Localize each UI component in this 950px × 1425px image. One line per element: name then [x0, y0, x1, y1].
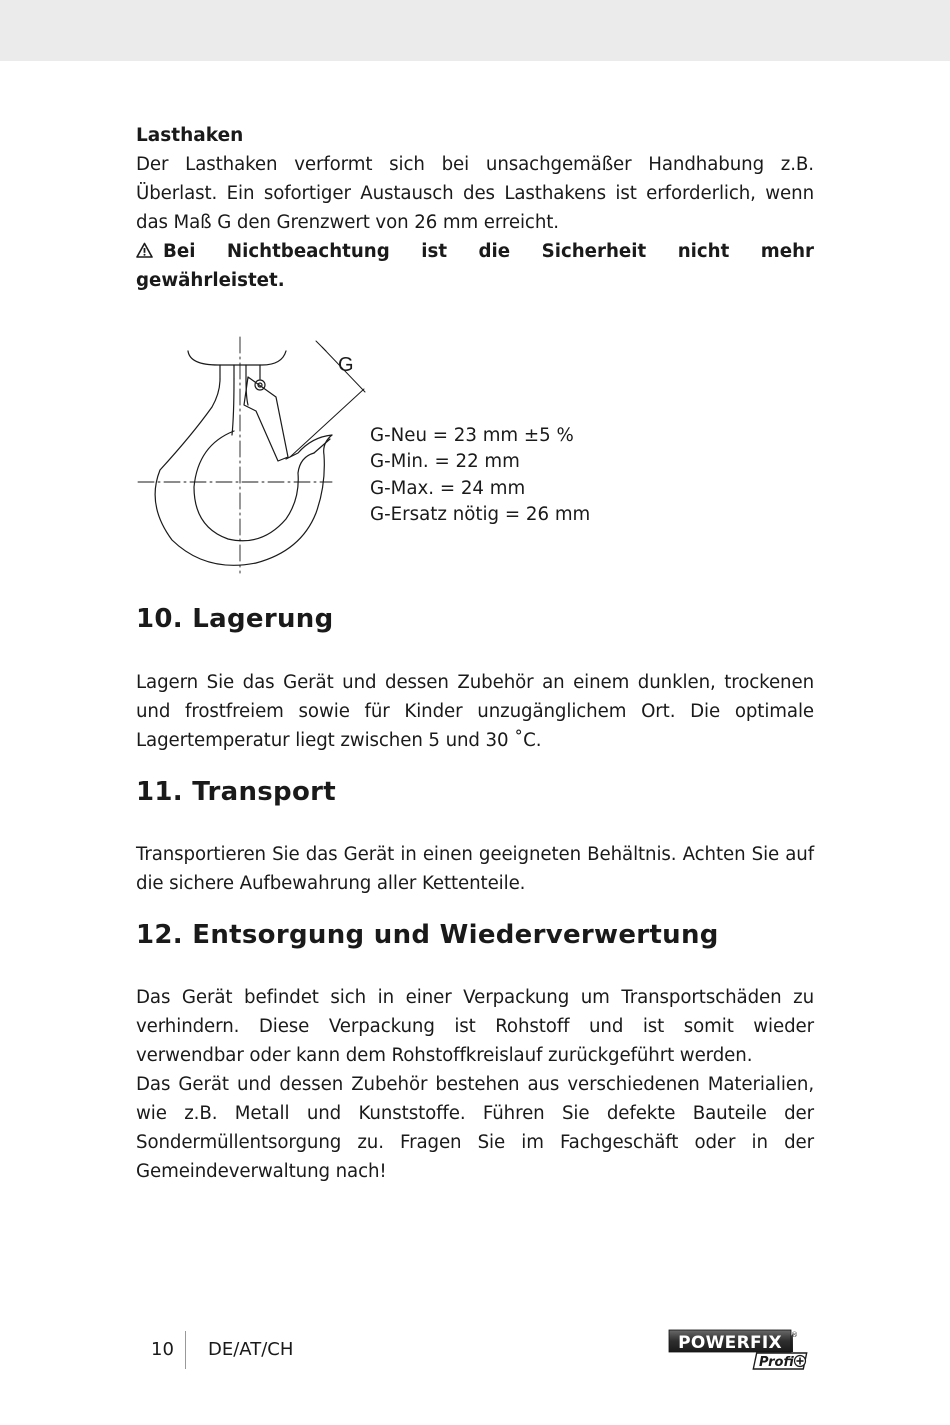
section-heading: 12. Entsorgung und Wiederverwertung — [136, 920, 719, 950]
section-heading: 11. Transport — [136, 777, 336, 807]
section-transport-body — [136, 840, 814, 898]
powerfix-logo — [667, 1328, 815, 1374]
spec-g-neu: G-Neu = 23 mm ±5 % — [370, 425, 574, 446]
warning-triangle-icon — [136, 241, 163, 262]
spec-g-ersatz: G-Ersatz nötig = 26 mm — [370, 503, 591, 525]
section-paragraph: Das Gerät befindet sich in einer Verpackung um Transportschäden zu verhindern. Diese Verpackung ist Rohstoff und ist somit wieder verwendbar oder kann dem Rohstoffkreislauf zurückgeführt werden. — [136, 987, 814, 1066]
spec-g-min: G-Min. = 22 mm — [370, 451, 520, 473]
section-heading: 10. Lagerung — [136, 604, 334, 634]
safety-warning — [136, 237, 814, 295]
svg-text:POWERFIX: POWERFIX — [678, 1333, 782, 1353]
svg-text:®: ® — [791, 1331, 798, 1339]
section-entsorgung — [136, 920, 814, 950]
page-number: 10 — [151, 1339, 174, 1360]
section-transport — [136, 777, 814, 807]
lasthaken-text: Der Lasthaken verformt sich bei unsachgemäßer Handhabung z.B. Überlast. Ein sofortiger Austausch des Lasthakens ist erforderlich, wenn das Maß G den Grenzwert von 26 mm erreicht. — [136, 154, 814, 233]
section-paragraph: Transportieren Sie das Gerät in einen geeigneten Behältnis. Achten Sie auf die sichere Aufbewahrung aller Kettenteile. — [136, 844, 814, 894]
section-entsorgung-body — [136, 983, 814, 1186]
lasthaken-title: Lasthaken — [136, 125, 244, 146]
section-lagerung-body — [136, 668, 814, 755]
hook-spec-list — [370, 423, 590, 528]
section-paragraph: Das Gerät und dessen Zubehör bestehen aus verschiedenen Materialien, wie z.B. Metall und Kunststoffe. Führen Sie defekte Bauteile der Sondermüllentsorgung zu. Fragen Sie im Fachgeschäft oder in der Gemeindeverwaltung nach! — [136, 1074, 814, 1182]
country-codes: DE/AT/CH — [208, 1339, 294, 1360]
header-band — [0, 0, 950, 61]
spec-g-max: G-Max. = 24 mm — [370, 477, 526, 499]
warning-text: Bei Nichtbeachtung ist die Sicherheit nicht mehr gewährleistet. — [136, 241, 814, 291]
section-paragraph: Lagern Sie das Gerät und dessen Zubehör an einem dunklen, trockenen und frostfreiem sowie für Kinder unzugänglichem Ort. Die optimale Lagertemperatur liegt zwischen 5 und 30 ˚C. — [136, 672, 814, 751]
section-lagerung — [136, 604, 814, 634]
load-hook-diagram — [136, 335, 376, 575]
svg-text:Profi: Profi — [759, 1355, 794, 1370]
lasthaken-block — [136, 121, 814, 295]
footer-divider — [185, 1331, 186, 1369]
g-label: G — [338, 354, 354, 376]
